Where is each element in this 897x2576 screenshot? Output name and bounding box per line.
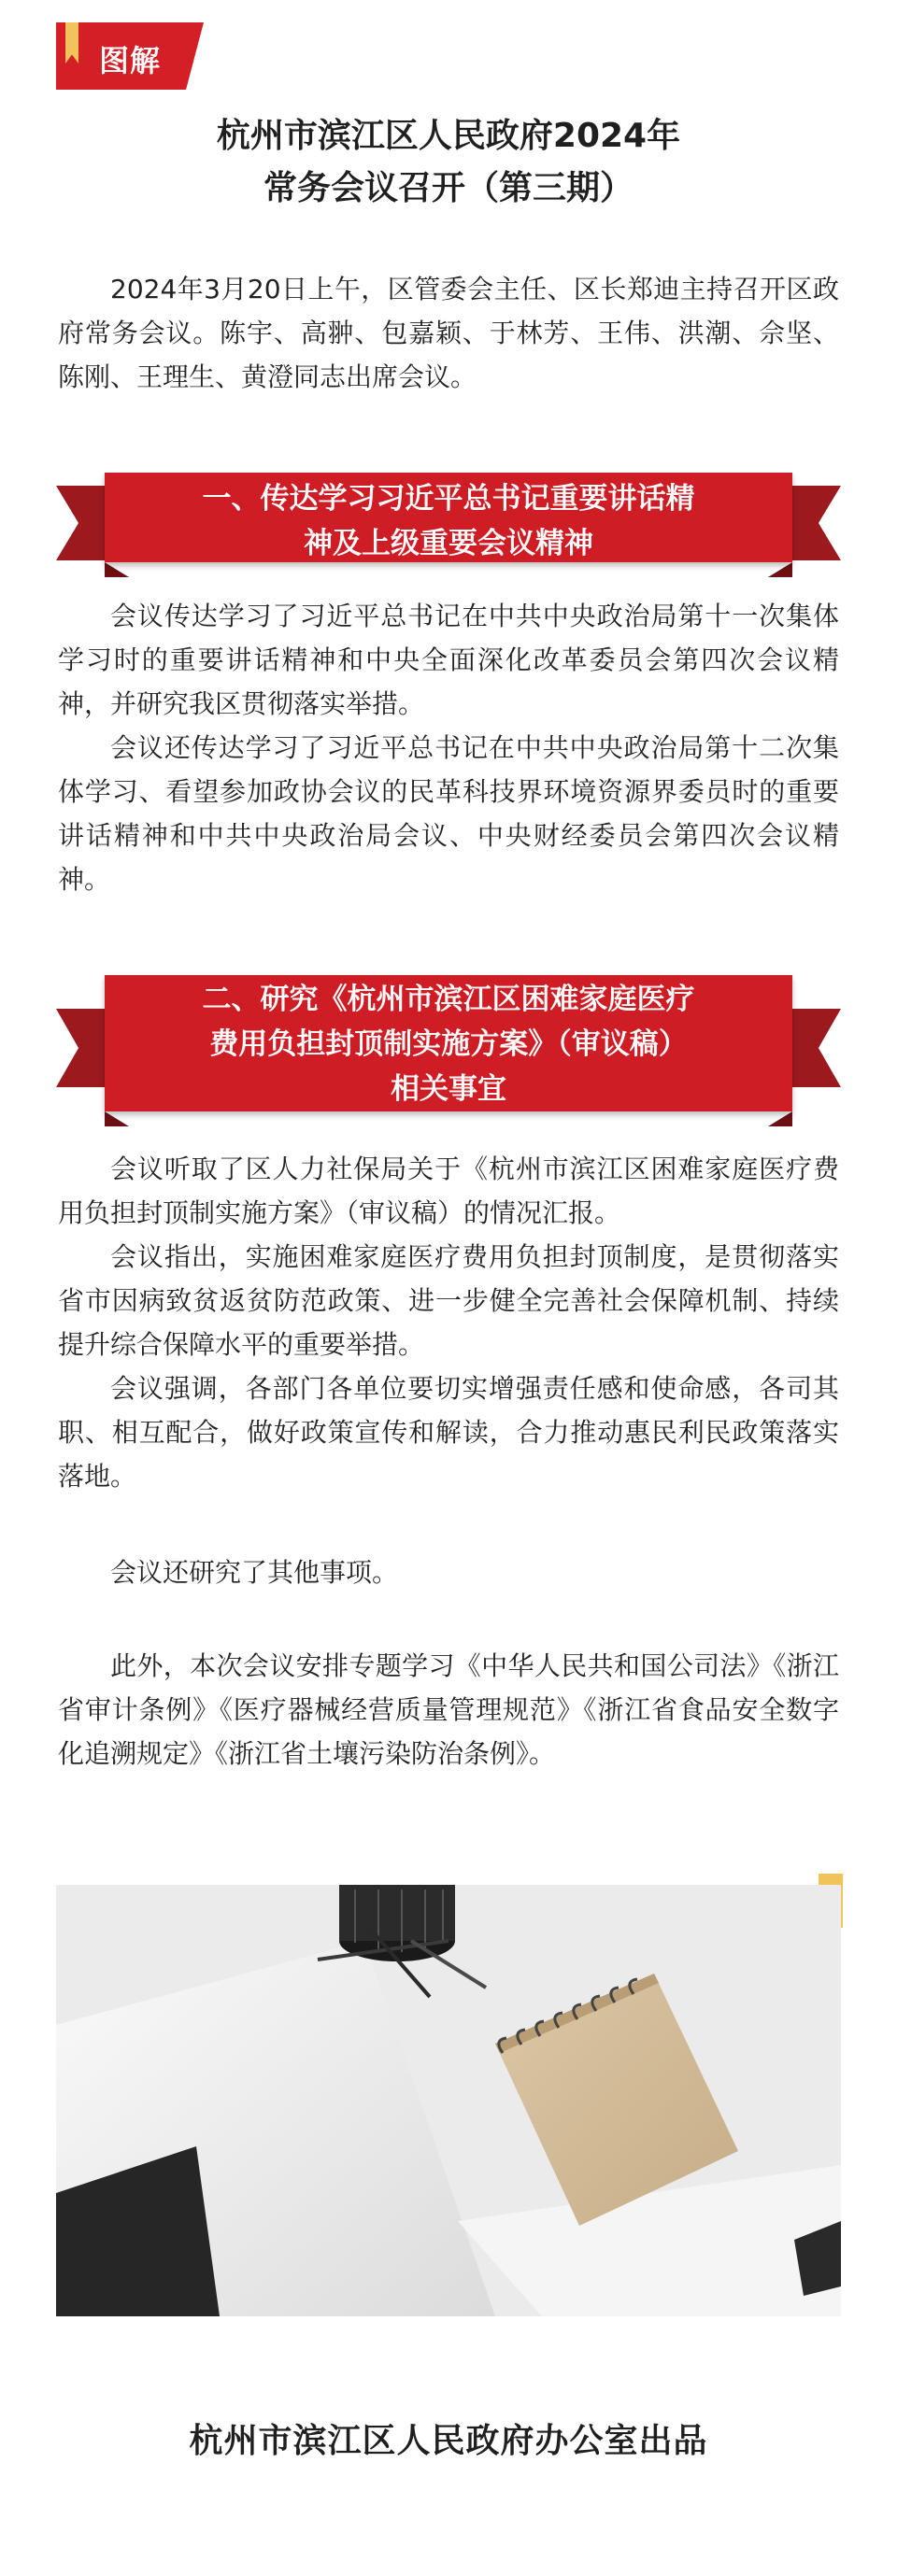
section-1-paragraph-2: 会议还传达学习了习近平总书记在中共中央政治局第十二次集体学习、看望参加政协会议的民革科技界环境资源界委员时的重要讲话精神和中共中央政治局会议、中央财经委员会第四次会议精神。 [58,732,839,895]
section-2-paragraph-1: 会议听取了区人力社保局关于《杭州市滨江区困难家庭医疗费用负担封顶制实施方案》（审议稿）的情况汇报。 [58,1154,839,1228]
title-line-2: 常务会议召开（第三期） [263,169,634,207]
publisher-footer: 杭州市滨江区人民政府办公室出品 [189,2422,708,2460]
section-2-heading-line-3: 相关事宜 [391,1072,506,1106]
desk-illustration [56,1885,841,2316]
section-1-heading [105,473,792,562]
section-2-paragraph-2: 会议指出，实施困难家庭医疗费用负担封顶制度，是贯彻落实省市因病致贫返贫防范政策、进一步健全完善社会保障机制、持续提升综合保障水平的重要举措。 [58,1241,839,1360]
section-1-paragraph-1: 会议传达学习了习近平总书记在中共中央政治局第十一次集体学习时的重要讲话精神和中央全面深化改革委员会第四次会议精神，并研究我区贯彻落实举措。 [58,601,839,719]
section-2-heading [105,975,792,1111]
tag-label: 图解 [99,43,162,78]
section-2-heading-line-1: 二、研究《杭州市滨江区困难家庭医疗 [202,983,695,1016]
section-2-paragraph-3: 会议强调，各部门各单位要切实增强责任感和使命感，各司其职、相互配合，做好政策宣传和解读，合力推动惠民利民政策落实落地。 [58,1373,839,1492]
other-matters-paragraph: 会议还研究了其他事项。 [110,1557,399,1588]
desk-photo [56,1885,841,2316]
banner-fold-left [105,1111,129,1126]
title-line-1: 杭州市滨江区人民政府2024年 [216,117,681,155]
section-1-heading-line-1: 一、传达学习习近平总书记重要讲话精 [202,482,695,516]
section-2-banner [56,971,841,1126]
section-1-heading-line-2: 神及上级重要会议精神 [304,527,593,560]
tag-gold-edge [204,22,215,90]
article-title [0,110,897,215]
intro-paragraph: 2024年3月20日上午，区管委会主任、区长郑迪主持召开区政府常务会议。陈宇、高翀、包嘉颖、于林芳、王伟、洪潮、佘坚、陈刚、王理生、黄澄同志出席会议。 [58,274,839,392]
section-1-banner [56,469,841,577]
section-2-heading-line-2: 费用负担封顶制实施方案》（审议稿） [209,1027,688,1061]
banner-fold-right [768,1111,792,1126]
study-paragraph: 此外，本次会议安排专题学习《中华人民共和国公司法》《浙江省审计条例》《医疗器械经营质量管理规范》《浙江省食品安全数字化追溯规定》《浙江省土壤污染防治条例》。 [58,1650,839,1769]
category-tag [56,22,204,90]
